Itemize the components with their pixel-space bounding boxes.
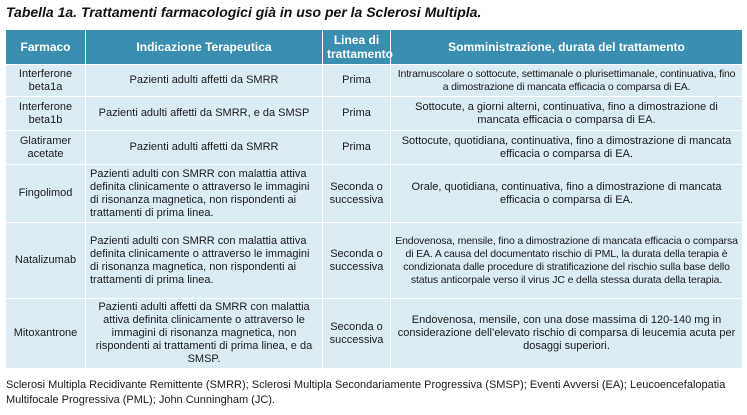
table-header-row bbox=[6, 30, 743, 65]
cell-farmaco: Interferone beta1b bbox=[6, 97, 86, 131]
table-row bbox=[6, 299, 743, 369]
cell-indicazione: Pazienti adulti affetti da SMRR con malattia attiva definita clinicamente o attraverso le immagini di risonanza magnetica, non rispondenti ai trattamenti di prima linea, e da SMSP. bbox=[86, 299, 323, 369]
cell-somministrazione: Endovenosa, mensile, fino a dimostrazione di mancata efficacia o comparsa di EA. A causa del documentato rischio di PML, la durata della terapia è condizionata dalle procedure di stratificazione del rischio sulla base dello status anticorpale verso il virus JC e della stessa durata della terapia. bbox=[391, 223, 743, 299]
cell-linea: Seconda o successiva bbox=[323, 223, 391, 299]
table-row bbox=[6, 223, 743, 299]
table-title: Tabella 1a. Trattamenti farmacologici già in uso per la Sclerosi Multipla. bbox=[6, 4, 482, 20]
cell-farmaco: Natalizumab bbox=[6, 223, 86, 299]
table-row bbox=[6, 165, 743, 223]
table-row bbox=[6, 65, 743, 97]
cell-linea: Seconda o successiva bbox=[323, 165, 391, 223]
header-farmaco: Farmaco bbox=[6, 30, 86, 65]
cell-farmaco: Glatiramer acetate bbox=[6, 131, 86, 165]
table-footnote: Sclerosi Multipla Recidivante Remittente (SMRR); Sclerosi Multipla Secondariamente Progressiva (SMSP); Eventi Avversi (EA); Leucoencefalopatia Multifocale Progressiva (PML); John Cunningham (JC). bbox=[6, 379, 726, 406]
cell-somministrazione: Sottocute, quotidiana, continuativa, fino a dimostrazione di mancata efficacia o comparsa di EA. bbox=[391, 131, 743, 165]
cell-indicazione: Pazienti adulti affetti da SMRR bbox=[86, 65, 323, 97]
drug-table bbox=[5, 29, 743, 369]
cell-somministrazione: Orale, quotidiana, continuativa, fino a dimostrazione di mancata efficacia o comparsa di EA. bbox=[391, 165, 743, 223]
cell-farmaco: Interferone beta1a bbox=[6, 65, 86, 97]
cell-farmaco: Mitoxantrone bbox=[6, 299, 86, 369]
cell-farmaco: Fingolimod bbox=[6, 165, 86, 223]
cell-indicazione: Pazienti adulti con SMRR con malattia attiva definita clinicamente o attraverso le immagini di risonanza magnetica, non rispondenti ai trattamenti di prima linea. bbox=[86, 165, 323, 223]
header-indicazione: Indicazione Terapeutica bbox=[86, 30, 323, 65]
cell-linea: Prima bbox=[323, 97, 391, 131]
table-row bbox=[6, 97, 743, 131]
cell-linea: Prima bbox=[323, 65, 391, 97]
header-linea: Linea di trattamento bbox=[323, 30, 391, 65]
cell-linea: Seconda o successiva bbox=[323, 299, 391, 369]
cell-indicazione: Pazienti adulti con SMRR con malattia attiva definita clinicamente o attraverso le immagini di risonanza magnetica, non rispondenti ai trattamenti di prima linea. bbox=[86, 223, 323, 299]
cell-linea: Prima bbox=[323, 131, 391, 165]
table-row bbox=[6, 131, 743, 165]
cell-indicazione: Pazienti adulti affetti da SMRR bbox=[86, 131, 323, 165]
cell-somministrazione: Sottocute, a giorni alterni, continuativa, fino a dimostrazione di mancata efficacia o comparsa di EA. bbox=[391, 97, 743, 131]
cell-indicazione: Pazienti adulti affetti da SMRR, e da SMSP bbox=[86, 97, 323, 131]
cell-somministrazione: Intramuscolare o sottocute, settimanale o plurisettimanale, continuativa, fino a dimostrazione di mancata efficacia o comparsa di EA. bbox=[391, 65, 743, 97]
cell-somministrazione: Endovenosa, mensile, con una dose massima di 120-140 mg in considerazione dell’elevato rischio di comparsa di leucemia acuta per dosaggi superiori. bbox=[391, 299, 743, 369]
header-somministrazione: Somministrazione, durata del trattamento bbox=[391, 30, 743, 65]
